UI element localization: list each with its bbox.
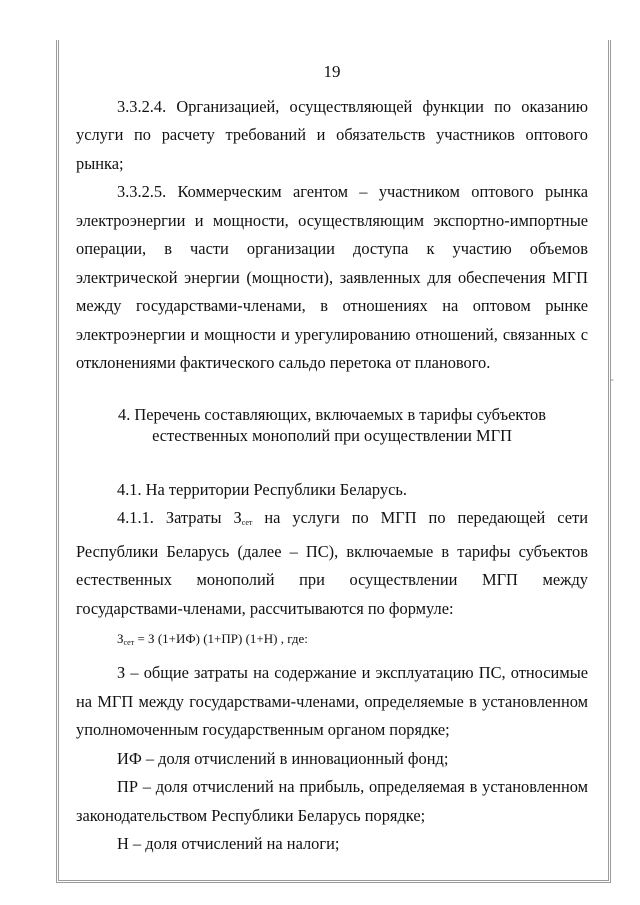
formula (76, 625, 588, 657)
definition-z: З – общие затраты на содержание и эксплуатацию ПС, относимые на МГП между государствами-членами, определяемые в установленном уполномоченным государственным органом порядке; (76, 663, 588, 739)
item-4-1-1 (76, 504, 588, 623)
item-4-1: 4.1. На территории Республики Беларусь. (117, 479, 407, 499)
document-page (76, 58, 588, 859)
section-4-heading-line1: 4. Перечень составляющих, включаемых в тарифы субъектов (118, 404, 546, 424)
item-4-1-1-lead: 4.1.1. Затраты З (117, 508, 242, 527)
formula-lhs-sub: сет (123, 638, 135, 647)
formula-rhs: = З (1+ИФ) (1+ПР) (1+Н) , где: (134, 631, 308, 646)
definition-pr: ПР – доля отчислений на прибыль, определяемая в установленном законодательством Республики Беларусь порядке; (76, 777, 588, 825)
section-4-heading-line2: естественных монополий при осуществлении МГП (152, 425, 512, 445)
definition-if: ИФ – доля отчислений в инновационный фонд; (117, 748, 449, 768)
clause-3-3-2-4: 3.3.2.4. Организацией, осуществляющей функции по оказанию услуги по расчету требований и обязательств участников оптового рынка; (76, 96, 588, 173)
page-number: 19 (323, 62, 341, 81)
item-4-1-1-body: на услуги по МГП по передающей сети Республики Беларусь (далее – ПС), включаемые в тарифы субъектов естественных монополий при осуществлении МГП между государствами-членами, рассчитываются по формуле: (76, 508, 588, 618)
scan-artifact: - (610, 372, 614, 386)
definition-n: Н – доля отчислений на налоги; (117, 834, 340, 853)
clause-3-3-2-5: 3.3.2.5. Коммерческим агентом – участником оптового рынка электроэнергии и мощности, осуществляющим экспортно-импортные операции, в части организации доступа к участию объемов электрической энергии (мощности), заявленных для обеспечения МГП между государствами-членами, в отношениях на оптовом рынке электроэнергии и мощности и урегулированию отношений, связанных с отклонениями фактического сальдо перетока от планового. (76, 182, 588, 372)
item-4-1-1-symbol-sub: сет (241, 518, 253, 527)
formula-lhs: З (117, 631, 124, 646)
section-4-heading (76, 404, 588, 446)
